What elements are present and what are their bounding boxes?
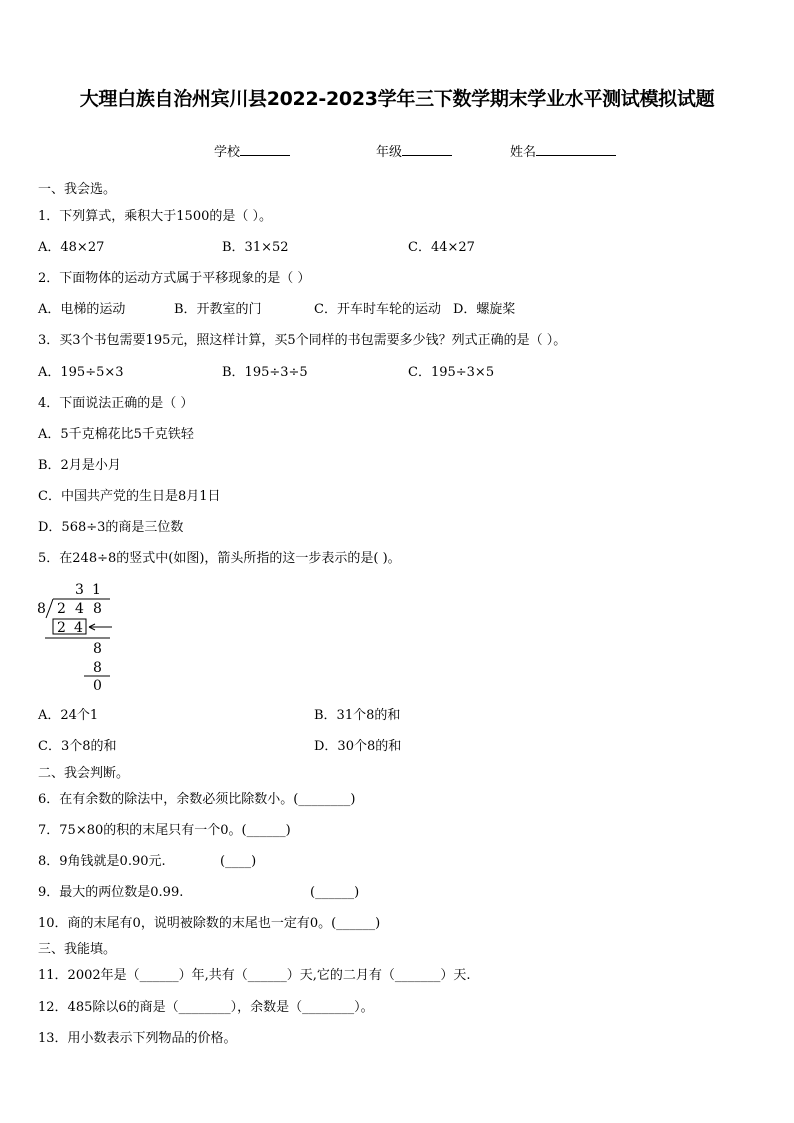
divisor: 8	[37, 601, 46, 617]
q13-text: 13．用小数表示下列物品的价格。	[38, 1031, 237, 1046]
division-bracket	[46, 599, 53, 618]
name-blank[interactable]	[536, 143, 616, 156]
q2-option-b[interactable]: B．开教室的门	[174, 302, 262, 317]
section-3-heading: 三、我能填。	[38, 942, 117, 957]
grade-field	[376, 143, 452, 159]
q2-option-c[interactable]: C．开车时车轮的运动	[314, 302, 441, 317]
q8-text: 8．9角钱就是0.90元.	[38, 854, 166, 869]
section-2-heading: 二、我会判断。	[38, 766, 130, 781]
q1-option-a[interactable]: A．48×27	[38, 240, 105, 255]
q3-stem: 3．买3个书包需要195元，照这样计算，买5个同样的书包需要多少钱？列式正确的是（ ）。	[38, 333, 567, 348]
long-division-figure	[36, 578, 126, 696]
q5-option-b[interactable]: B．31个8的和	[314, 708, 401, 723]
q7-text: 7．75×80的积的末尾只有一个0。(______)	[38, 823, 291, 838]
q6-text: 6．在有余数的除法中，余数必须比除数小。(________)	[38, 792, 356, 807]
dividend-digit: 8	[93, 601, 102, 617]
school-field	[214, 143, 290, 159]
page-title: 大理白族自治州宾川县2022-2023学年三下数学期末学业水平测试模拟试题	[79, 88, 715, 110]
q8-blank[interactable]: (____)	[220, 854, 257, 869]
grade-blank[interactable]	[402, 143, 452, 156]
q1-option-c[interactable]: C．44×27	[408, 240, 475, 255]
q4-option-b[interactable]: B．2月是小月	[38, 458, 121, 473]
step-digit: 8	[93, 641, 102, 657]
q5-stem: 5．在248÷8的竖式中(如图)，箭头所指的这一步表示的是( )。	[38, 551, 401, 566]
q5-option-a[interactable]: A．24个1	[38, 708, 99, 723]
q12-text: 12．485除以6的商是（________），余数是（________）。	[38, 1000, 374, 1015]
q3-option-a[interactable]: A．195÷5×3	[38, 365, 124, 380]
q2-option-d[interactable]: D．螺旋桨	[453, 302, 516, 317]
q4-option-d[interactable]: D．568÷3的商是三位数	[38, 520, 184, 535]
quotient-digit: 1	[92, 582, 101, 598]
q2-option-a[interactable]: A．电梯的运动	[38, 302, 126, 317]
quotient-digit: 3	[75, 582, 84, 598]
q4-option-a[interactable]: A．5千克棉花比5千克铁轻	[38, 427, 194, 442]
school-label: 学校	[214, 145, 241, 160]
q3-option-c[interactable]: C．195÷3×5	[408, 365, 495, 380]
q10-text: 10．商的末尾有0，说明被除数的末尾也一定有0。(______)	[38, 916, 381, 931]
dividend-digit: 4	[75, 601, 84, 617]
q1-stem: 1．下列算式，乘积大于1500的是（ ）。	[38, 209, 272, 224]
step-digit: 8	[93, 660, 102, 676]
section-1-heading: 一、我会选。	[38, 182, 117, 197]
dividend-digit: 2	[57, 601, 66, 617]
school-blank[interactable]	[240, 143, 290, 156]
q5-option-c[interactable]: C．3个8的和	[38, 739, 117, 754]
q4-stem: 4．下面说法正确的是（ ）	[38, 396, 194, 411]
step-digit: 2	[57, 620, 66, 636]
q2-stem: 2．下面物体的运动方式属于平移现象的是（ ）	[38, 271, 311, 286]
q4-option-c[interactable]: C．中国共产党的生日是8月1日	[38, 489, 221, 504]
grade-label: 年级	[376, 145, 403, 160]
q11-text: 11．2002年是（______）年,共有（______）天,它的二月有（_______）天.	[38, 968, 471, 983]
remainder: 0	[93, 678, 102, 694]
q9-blank[interactable]: (______)	[310, 885, 360, 900]
name-label: 姓名	[510, 145, 537, 160]
step-digit: 4	[74, 620, 83, 636]
q1-option-b[interactable]: B．31×52	[222, 240, 289, 255]
q3-option-b[interactable]: B．195÷3÷5	[222, 365, 308, 380]
name-field	[510, 143, 616, 159]
q9-text: 9．最大的两位数是0.99.	[38, 885, 184, 900]
q5-option-d[interactable]: D．30个8的和	[314, 739, 402, 754]
